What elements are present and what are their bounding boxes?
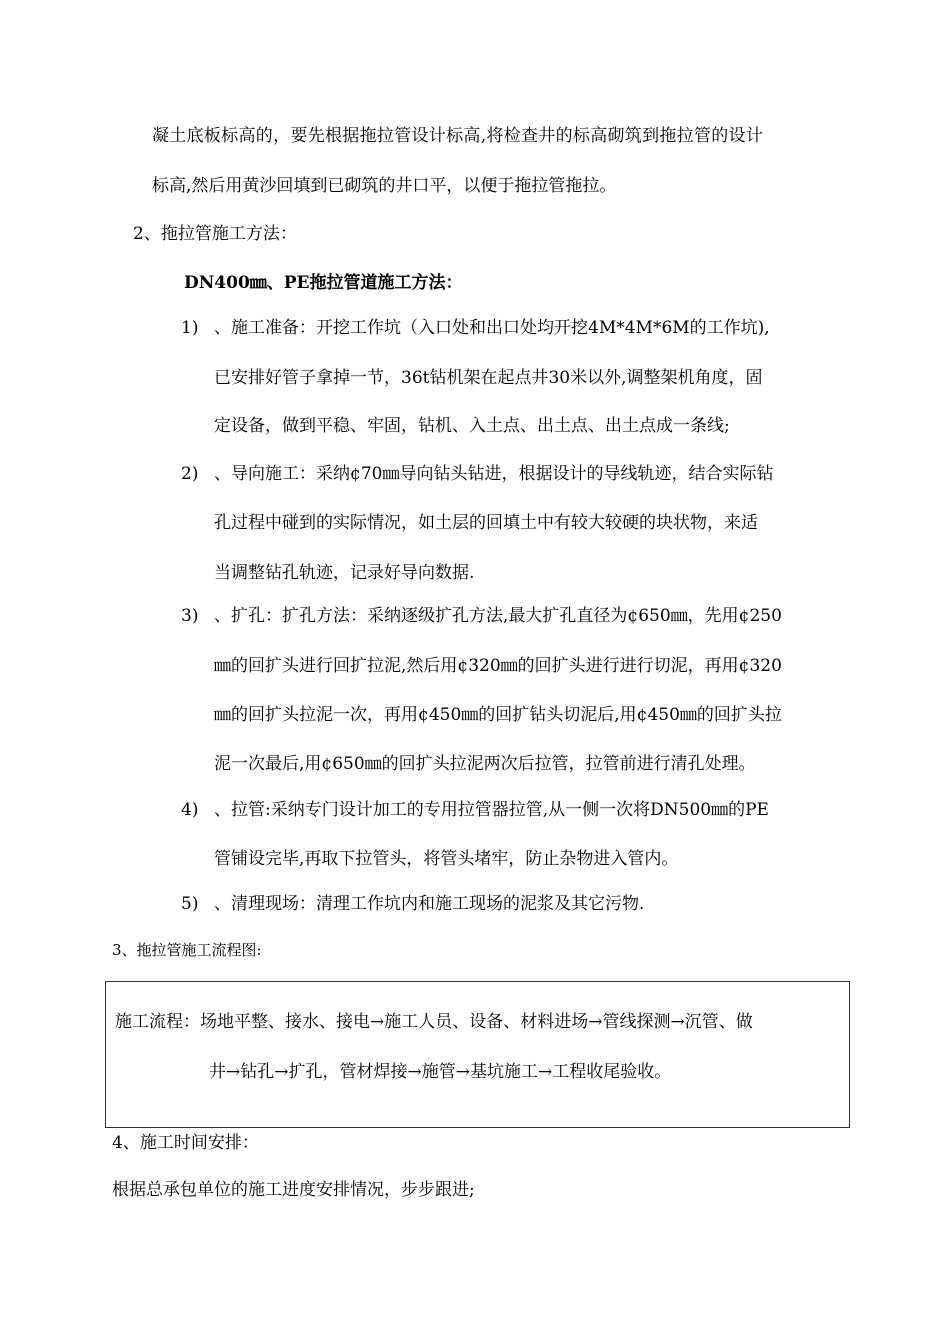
section2-subheading: DN400㎜、PE拖拉管道施工方法：	[184, 273, 463, 293]
section4-body: 根据总承包单位的施工进度安排情况，步步跟进;	[112, 1180, 475, 1200]
intro-line-2: 标高,然后用黄沙回填到已砌筑的井口平，以便于拖拉管拖拉。	[152, 176, 617, 196]
section3-heading: 3、拖拉管施工流程图:	[112, 941, 262, 959]
item-2-number: 2)	[181, 464, 199, 484]
item-1-line-1: 、施工准备：开挖工作坑（入口处和出口处均开挖4M*4M*6M的工作坑),	[214, 318, 770, 338]
section4-heading: 4、施工时间安排：	[112, 1133, 259, 1153]
item-1-number: 1)	[181, 318, 199, 338]
item-1-line-2: 已安排好管子拿掉一节，36t钻机架在起点井30米以外,调整架机角度，固	[214, 368, 763, 388]
item-5-line-1: 、清理现场：清理工作坑内和施工现场的泥浆及其它污物.	[214, 894, 645, 914]
item-2-line-1: 、导向施工：采纳¢70㎜导向钻头钻进，根据设计的导线轨迹，结合实际钻	[214, 464, 774, 484]
item-4-line-1: 、拉管:采纳专门设计加工的专用拉管器拉管,从一侧一次将DN500㎜的PE	[214, 800, 769, 820]
section2-heading: 2、拖拉管施工方法：	[133, 224, 297, 244]
flow-line-1: 施工流程：场地平整、接水、接电→施工人员、设备、材料进场→管线探测→沉管、做	[115, 1012, 753, 1032]
item-3-line-2: ㎜的回扩头进行回扩拉泥,然后用¢320㎜的回扩头进行进行切泥，再用¢320	[214, 656, 782, 676]
item-3-number: 3)	[181, 606, 199, 626]
item-3-line-3: ㎜的回扩头拉泥一次，再用¢450㎜的回扩钻头切泥后,用¢450㎜的回扩头拉	[214, 705, 782, 725]
intro-line-1: 凝土底板标高的，要先根据拖拉管设计标高,将检查井的标高砌筑到拖拉管的设计	[152, 126, 764, 146]
item-1-line-3: 定设备，做到平稳、牢固，钻机、入土点、出土点、出土点成一条线;	[214, 416, 730, 436]
item-4-number: 4)	[181, 800, 199, 820]
item-3-line-1: 、扩孔：扩孔方法：采纳逐级扩孔方法,最大扩孔直径为¢650㎜，先用¢250	[214, 606, 782, 626]
flow-line-2: 井→钻孔→扩孔，管材焊接→施管→基坑施工→工程收尾验收。	[209, 1062, 672, 1082]
item-2-line-3: 当调整钻孔轨迹，记录好导向数据.	[214, 563, 475, 583]
flow-chart-box	[105, 981, 850, 1128]
item-2-line-2: 孔过程中碰到的实际情况，如土层的回填土中有较大较硬的块状物，来适	[214, 513, 758, 533]
item-3-line-4: 泥一次最后,用¢650㎜的回扩头拉泥两次后拉管，拉管前进行清孔处理。	[214, 754, 756, 774]
item-4-line-2: 管铺设完毕,再取下拉管头，将管头堵牢，防止杂物进入管内。	[214, 849, 679, 869]
item-5-number: 5)	[181, 894, 199, 914]
